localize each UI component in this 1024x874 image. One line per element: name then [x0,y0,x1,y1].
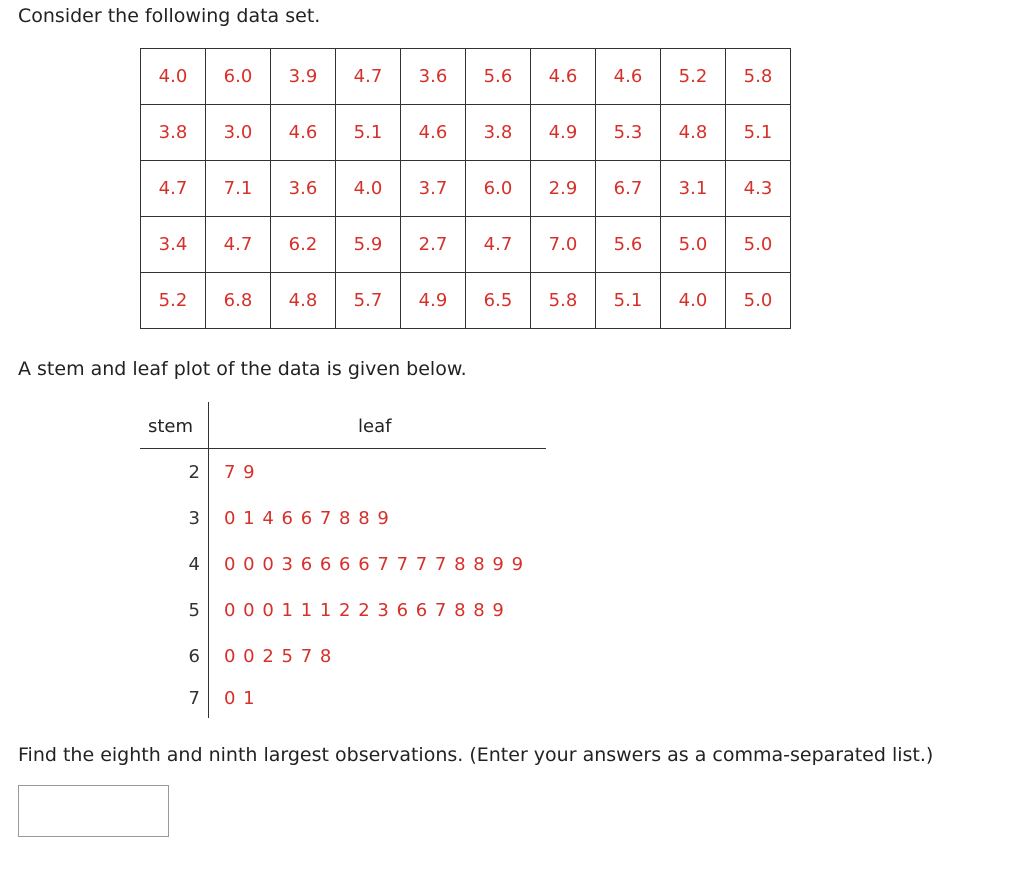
table-cell: 4.6 [531,49,596,105]
answer-input[interactable] [18,785,169,837]
table-cell: 3.6 [401,49,466,105]
table-cell: 5.7 [336,273,401,329]
stem-value: 2 [188,462,200,483]
stem-row [140,646,546,676]
stem-value: 5 [188,600,200,621]
stem-row [140,600,546,630]
stem-row [140,554,546,584]
table-cell: 3.7 [401,161,466,217]
leaf-values: 0 1 [224,688,256,709]
intro-text: Consider the following data set. [18,5,321,27]
table-cell: 7.0 [531,217,596,273]
table-cell: 4.8 [271,273,336,329]
leaf-values: 0 1 4 6 6 7 8 8 9 [224,508,390,529]
table-cell: 6.0 [466,161,531,217]
table-cell: 5.6 [466,49,531,105]
table-cell: 5.1 [596,273,661,329]
table-cell: 4.7 [466,217,531,273]
stem-and-leaf-plot [140,402,546,718]
data-table [140,48,791,329]
table-cell: 5.0 [661,217,726,273]
stem-value: 6 [188,646,200,667]
plot-intro-text: A stem and leaf plot of the data is given below. [18,358,467,380]
table-cell: 3.0 [206,105,271,161]
stem-value: 7 [188,688,200,709]
table-row [141,105,791,161]
table-cell: 4.7 [206,217,271,273]
table-cell: 6.5 [466,273,531,329]
table-cell: 6.0 [206,49,271,105]
table-cell: 4.6 [596,49,661,105]
table-cell: 4.9 [531,105,596,161]
table-cell: 5.8 [726,49,791,105]
stem-row [140,508,546,538]
table-cell: 6.8 [206,273,271,329]
header-divider-line [140,448,546,449]
leaf-values: 7 9 [224,462,256,483]
table-cell: 2.9 [531,161,596,217]
leaf-values: 0 0 0 1 1 1 2 2 3 6 6 7 8 8 9 [224,600,505,621]
table-row [141,49,791,105]
table-cell: 3.8 [466,105,531,161]
table-cell: 5.2 [141,273,206,329]
table-cell: 3.4 [141,217,206,273]
table-row [141,217,791,273]
table-cell: 4.0 [661,273,726,329]
table-cell: 3.9 [271,49,336,105]
table-cell: 3.6 [271,161,336,217]
stem-row [140,688,546,718]
stem-value: 3 [188,508,200,529]
table-cell: 5.1 [726,105,791,161]
table-row [141,273,791,329]
table-cell: 4.8 [661,105,726,161]
table-cell: 5.1 [336,105,401,161]
leaf-values: 0 0 2 5 7 8 [224,646,333,667]
table-cell: 4.9 [401,273,466,329]
table-cell: 4.3 [726,161,791,217]
table-cell: 5.0 [726,217,791,273]
table-cell: 5.3 [596,105,661,161]
table-cell: 6.7 [596,161,661,217]
table-cell: 7.1 [206,161,271,217]
table-cell: 3.1 [661,161,726,217]
table-cell: 5.8 [531,273,596,329]
table-cell: 2.7 [401,217,466,273]
stem-header: stem [148,416,194,437]
table-cell: 5.2 [661,49,726,105]
table-cell: 4.0 [336,161,401,217]
stem-row [140,462,546,492]
stem-value: 4 [188,554,200,575]
leaf-header: leaf [358,416,392,437]
table-cell: 5.9 [336,217,401,273]
table-cell: 3.8 [141,105,206,161]
table-cell: 4.6 [271,105,336,161]
table-cell: 4.6 [401,105,466,161]
table-cell: 6.2 [271,217,336,273]
table-cell: 5.6 [596,217,661,273]
table-cell: 4.7 [141,161,206,217]
table-cell: 4.0 [141,49,206,105]
table-cell: 4.7 [336,49,401,105]
leaf-values: 0 0 0 3 6 6 6 6 7 7 7 7 8 8 9 9 [224,554,525,575]
table-cell: 5.0 [726,273,791,329]
table-row [141,161,791,217]
question-text: Find the eighth and ninth largest observations. (Enter your answers as a comma-separated list.) [18,744,934,766]
